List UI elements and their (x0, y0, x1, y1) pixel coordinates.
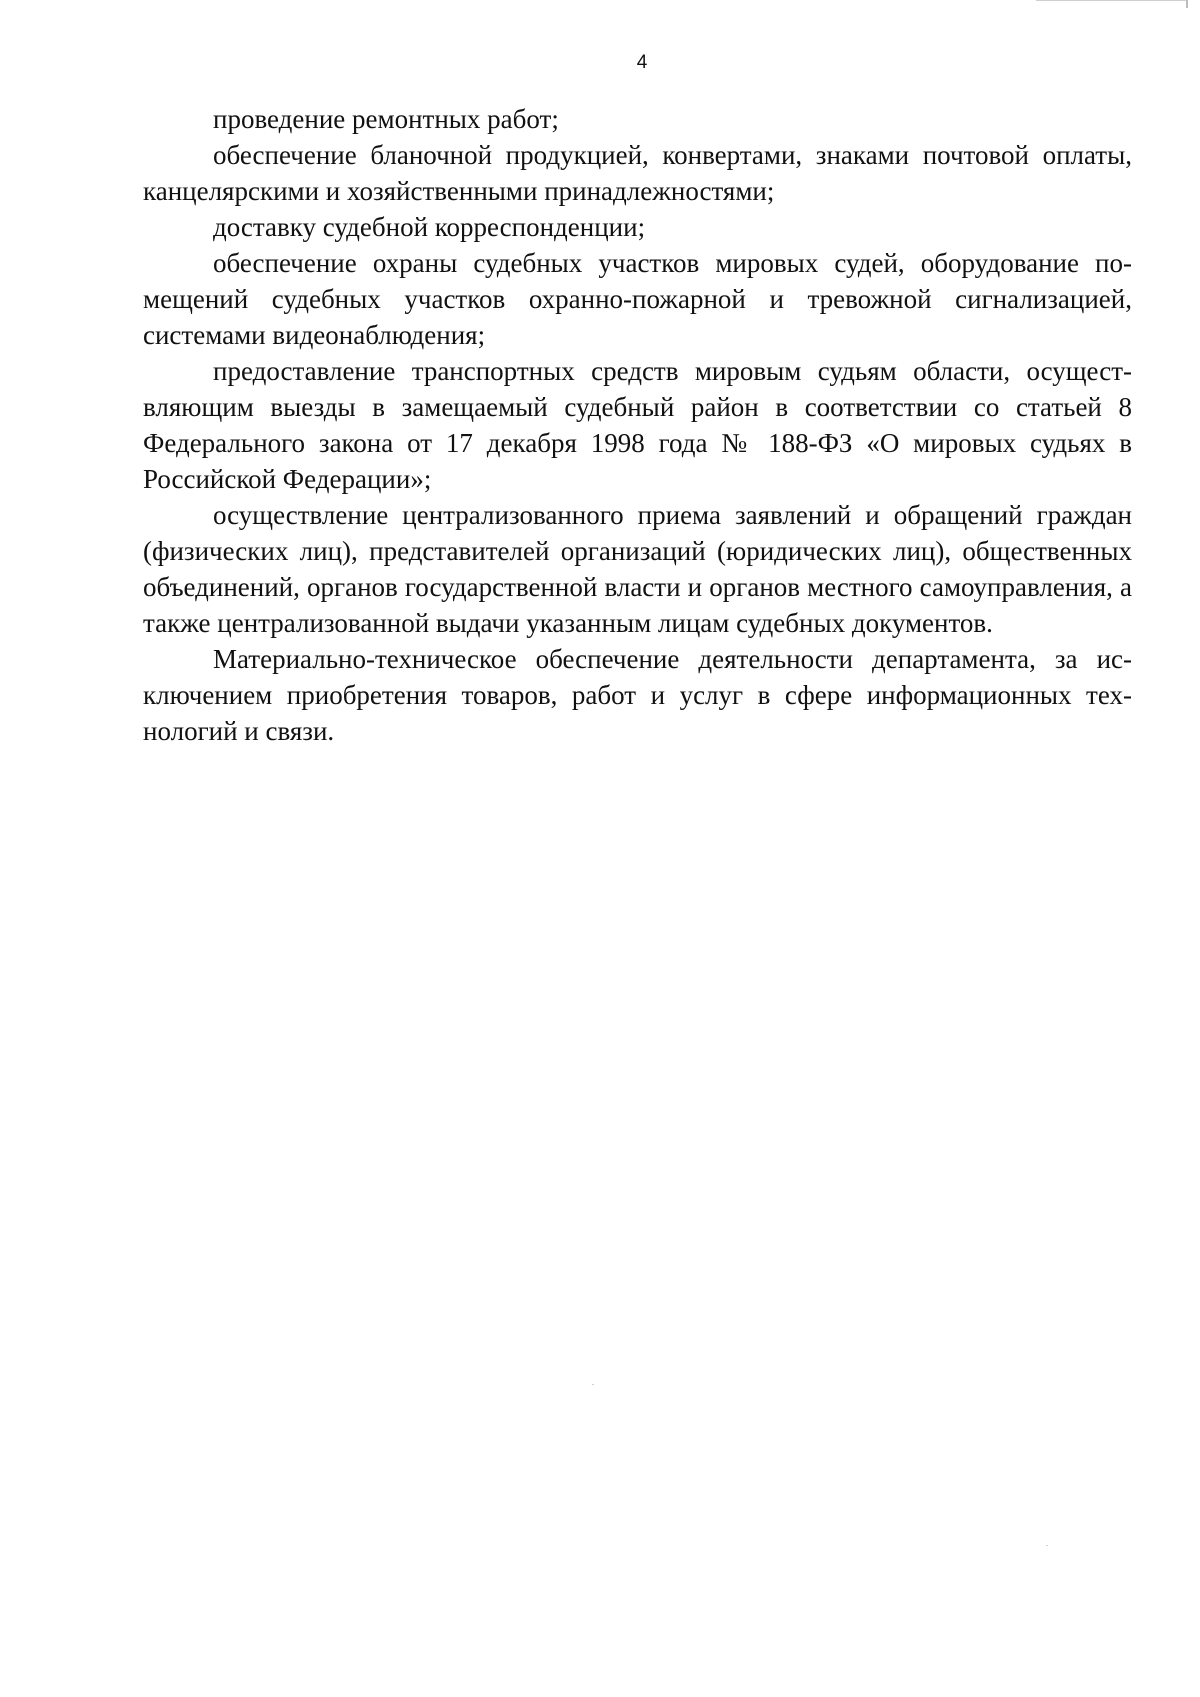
paragraph-transport: предоставление транспортных средств мировым судьям области, осуществляющим выезды в замещаемый судебный район в соответствии со статьей 8 Федерального закона от 17 декабря 1998 года № 188-ФЗ «О мировых судьях в Российской Федерации»; (143, 356, 1132, 494)
scan-speck (1046, 1545, 1048, 1546)
paragraph-material-support: Материально-техническое обеспечение деятельности департамента, за исключением приобретения товаров, работ и услуг в сфере информационных технологий и связи. (143, 644, 1132, 746)
scan-edge-mark (1036, 0, 1186, 5)
page-number: 4 (636, 52, 648, 73)
paragraph-forms-supply: обеспечение бланочной продукцией, конвертами, знаками почтовой оплаты, канцелярскими и хозяйственными принадлежностями; (143, 140, 1132, 206)
scan-speck (592, 1384, 594, 1385)
document-body (143, 101, 1132, 749)
paragraph-correspondence-delivery: доставку судебной корреспонденции; (213, 212, 646, 242)
paragraph-repair-works: проведение ремонтных работ; (213, 104, 559, 134)
paragraph-security: обеспечение охраны судебных участков мировых судей, оборудование помещений судебных участков охранно-пожарной и тревожной сигнализацией, системами видеонаблюдения; (143, 248, 1132, 350)
paragraph-centralized-reception: осуществление централизованного приема заявлений и обращений граждан (физических лиц), представителей организаций (юридических лиц), общественных объединений, органов государственной власти и органов местного самоуправления, а также централизованной выдачи указанным лицам судебных документов. (143, 500, 1132, 638)
